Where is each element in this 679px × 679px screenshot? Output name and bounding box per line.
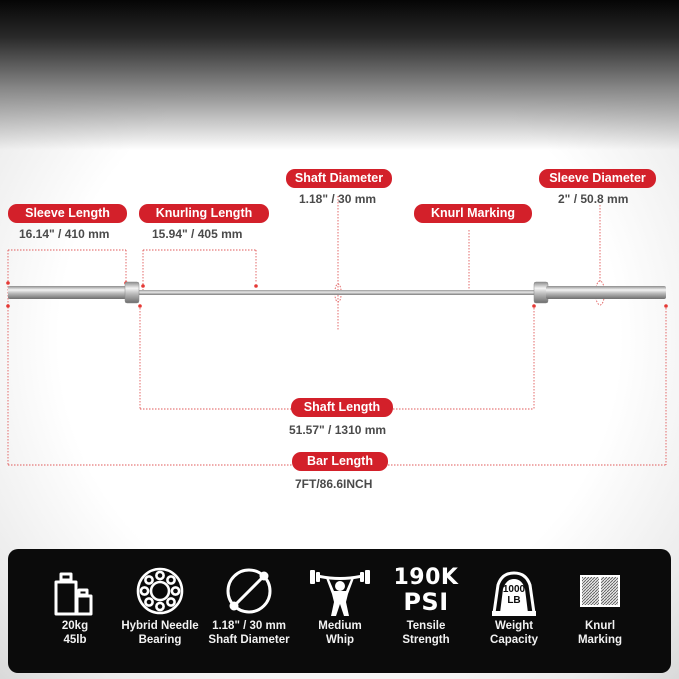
feature-tensile-line2: Strength: [402, 634, 450, 646]
feature-capacity-line2: Capacity: [490, 634, 538, 646]
needle-bearing-icon: [135, 566, 185, 616]
knurling-length-value: 15.94" / 405 mm: [152, 227, 243, 241]
tensile-strength-icon: [381, 563, 471, 619]
feature-knurl-line1: Knurl: [584, 620, 616, 632]
shaft-diameter-label: Shaft Diameter: [286, 169, 392, 188]
feature-knurl-marking: [555, 549, 645, 673]
barbell: [8, 282, 666, 303]
knurl-marking-icon: [580, 574, 620, 608]
weight-capacity-icon: [488, 565, 540, 617]
shaft-length-label: Shaft Length: [291, 398, 393, 417]
shaft-diameter-value: 1.18" / 30 mm: [299, 192, 377, 206]
feature-weight-line2: 45lb: [63, 634, 87, 646]
tensile-big-unit: PSI: [403, 588, 449, 616]
feature-whip-line2: Whip: [325, 634, 355, 646]
feature-weight: [30, 549, 120, 673]
feature-tensile: [381, 549, 471, 673]
capacity-badge-unit: LB: [507, 595, 521, 606]
sleeve-length-label: Sleeve Length: [8, 204, 127, 223]
knurling-length-label: Knurling Length: [139, 204, 269, 223]
knurl-marking-label: Knurl Marking: [414, 204, 532, 223]
feature-capacity-line1: Weight: [494, 620, 534, 632]
sleeve-length-value: 16.14" / 410 mm: [19, 227, 110, 241]
feature-whip: [295, 549, 385, 673]
feature-tensile-line1: Tensile: [406, 620, 446, 632]
feature-bearing-line1: Hybrid Needle: [121, 620, 199, 632]
feature-bearing: [115, 549, 205, 673]
feature-shaft-diameter-line1: 1.18" / 30 mm: [212, 620, 286, 632]
sleeve-diameter-value: 2" / 50.8 mm: [558, 192, 629, 206]
sleeve-diameter-label: Sleeve Diameter: [539, 169, 656, 188]
feature-capacity: [469, 549, 559, 673]
features-panel: [8, 549, 671, 673]
bar-length-value: 7FT/86.6INCH: [295, 477, 373, 491]
feature-whip-line1: Medium: [318, 620, 362, 632]
lifter-whip-icon: [308, 564, 372, 618]
feature-shaft-diameter: [204, 549, 294, 673]
feature-knurl-line2: Marking: [577, 634, 623, 646]
shaft-diameter-icon: [224, 566, 274, 616]
capacity-badge-number: 1000: [502, 584, 526, 595]
feature-bearing-line2: Bearing: [138, 634, 182, 646]
shaft-length-value: 51.57" / 1310 mm: [289, 423, 387, 437]
weight-plates-icon: [53, 566, 97, 616]
tensile-big-number: 190K: [393, 565, 459, 590]
bar-length-label: Bar Length: [292, 452, 388, 471]
feature-weight-line1: 20kg: [61, 620, 89, 632]
feature-shaft-diameter-line2: Shaft Diameter: [208, 634, 290, 646]
